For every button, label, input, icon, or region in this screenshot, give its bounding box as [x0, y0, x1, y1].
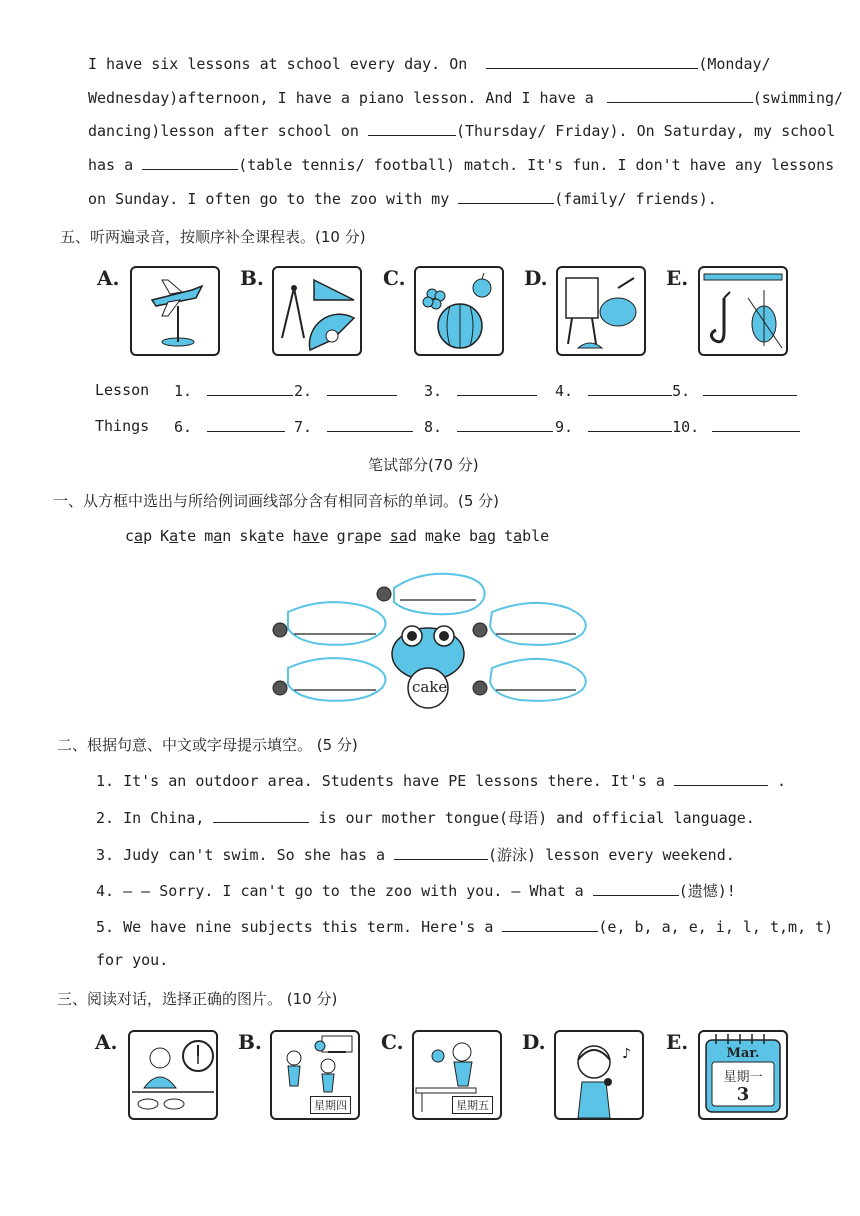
- picture-lunch-time[interactable]: [128, 1030, 218, 1120]
- picture-basketball-thursday[interactable]: [270, 1030, 360, 1120]
- things-cell: 6.: [174, 417, 285, 436]
- example-word: cake: [412, 678, 448, 696]
- answer-blank[interactable]: [207, 381, 293, 396]
- passage-line-5: on Sunday. I often go to the zoo with my (family/ friends).: [88, 190, 717, 208]
- blank-4[interactable]: [142, 155, 238, 170]
- svg-text:♪: ♪: [622, 1046, 631, 1062]
- answer-blank[interactable]: [703, 381, 797, 396]
- picture-instruments[interactable]: [698, 266, 788, 356]
- word-option: Kate: [160, 527, 197, 545]
- answer-blank[interactable]: [213, 808, 309, 823]
- calendar-weekday: 星期一: [723, 1070, 763, 1085]
- blank-3[interactable]: [368, 121, 456, 136]
- calendar-month: Mar.: [726, 1046, 760, 1061]
- sentence-4: 4. — — Sorry. I can't go to the zoo with you. — What a (遗憾)!: [96, 882, 736, 900]
- option-letter: C.: [383, 266, 406, 290]
- passage-line-2: Wednesday)afternoon, I have a piano lesson. And I have a (swimming/: [88, 89, 844, 107]
- picture-calendar[interactable]: [698, 1030, 788, 1120]
- picture-model-plane[interactable]: [130, 266, 220, 356]
- word-option: have: [292, 527, 329, 545]
- things-cell: 7.: [294, 417, 413, 436]
- picture-fruits[interactable]: [414, 266, 504, 356]
- painting-icon: [558, 268, 644, 354]
- plane-icon: [132, 268, 218, 354]
- clock-meal-icon: [130, 1032, 216, 1118]
- question-2-title: 二、根据句意、中文或字母提示填空。 (5 分): [57, 736, 358, 754]
- option-letter: A.: [95, 1030, 118, 1054]
- answer-blank[interactable]: [588, 381, 672, 396]
- sentence-5: 5. We have nine subjects this term. Here's a (e, b, a, e, i, l, t,m, t): [96, 918, 834, 936]
- answer-blank[interactable]: [588, 417, 672, 432]
- blank-1[interactable]: [486, 54, 698, 69]
- calendar-day: 3: [736, 1084, 750, 1105]
- phonics-diagram: [264, 572, 594, 714]
- sentence-1: 1. It's an outdoor area. Students have PE lessons there. It's a .: [96, 772, 787, 790]
- blank-5[interactable]: [458, 189, 554, 204]
- option-letter: E.: [666, 266, 689, 290]
- answer-blank[interactable]: [712, 417, 800, 432]
- answer-blank[interactable]: [327, 381, 397, 396]
- answer-blank[interactable]: [207, 417, 285, 432]
- option-letter: B.: [238, 1030, 262, 1054]
- lesson-cell: 4. 5.: [555, 381, 797, 400]
- lesson-row-label: Lesson: [95, 381, 150, 399]
- things-row-label: Things: [95, 417, 150, 435]
- passage-line-1: I have six lessons at school every day. On (Monday/: [88, 55, 771, 73]
- word-box: [125, 527, 557, 545]
- option-letter: B.: [240, 266, 264, 290]
- picture-table-tennis-friday[interactable]: [412, 1030, 502, 1120]
- picture-art-tools[interactable]: [556, 266, 646, 356]
- answer-blank[interactable]: [674, 771, 768, 786]
- written-part-title: 笔试部分(70 分): [368, 456, 479, 474]
- passage-line-4: has a (table tennis/ football) match. It's fun. I don't have any lessons: [88, 156, 835, 174]
- answer-blank[interactable]: [457, 381, 537, 396]
- answer-blank[interactable]: [394, 845, 488, 860]
- word-option: make: [424, 527, 461, 545]
- music-instruments-icon: [700, 268, 786, 354]
- option-letter: E.: [666, 1030, 689, 1054]
- word-option: table: [504, 527, 550, 545]
- section-title: 五、听两遍录音，按顺序补全课程表。(10 分): [60, 228, 366, 246]
- word-option: grape: [336, 527, 382, 545]
- sentence-2: 2. In China, is our mother tongue(母语) and official language.: [96, 809, 755, 827]
- things-cell: 9. 10.: [555, 417, 800, 436]
- picture-singing[interactable]: [554, 1030, 644, 1120]
- weekday-tag: 星期四: [310, 1096, 351, 1114]
- option-letter: A.: [97, 266, 120, 290]
- question-3-title: 三、阅读对话，选择正确的图片。 (10 分): [57, 990, 338, 1008]
- answer-blank[interactable]: [327, 417, 413, 432]
- sentence-3: 3. Judy can't swim. So she has a (游泳) lesson every weekend.: [96, 846, 735, 864]
- things-cell: 8.: [424, 417, 553, 436]
- option-letter: D.: [524, 266, 548, 290]
- word-option: cap: [125, 527, 153, 545]
- geometry-tools-icon: [274, 268, 360, 354]
- word-option: sad: [389, 527, 417, 545]
- question-1-title: 一、从方框中选出与所给例词画线部分含有相同音标的单词。(5 分): [53, 492, 500, 510]
- sentence-5-end: for you.: [96, 951, 169, 969]
- word-option: bag: [468, 527, 497, 545]
- option-letter: C.: [381, 1030, 404, 1054]
- option-letter: D.: [522, 1030, 546, 1054]
- picture-math-tools[interactable]: [272, 266, 362, 356]
- word-option: man: [204, 527, 232, 545]
- lesson-row: 1.: [174, 381, 293, 400]
- answer-blank[interactable]: [457, 417, 553, 432]
- answer-blank[interactable]: [593, 881, 679, 896]
- word-option: skate: [239, 527, 285, 545]
- singing-girl-icon: [556, 1032, 642, 1118]
- lesson-cell: 2.: [294, 381, 397, 400]
- weekday-tag: 星期五: [452, 1096, 493, 1114]
- lesson-cell: 3.: [424, 381, 537, 400]
- blank-2[interactable]: [607, 88, 753, 103]
- answer-blank[interactable]: [502, 917, 598, 932]
- fruit-icon: [416, 268, 502, 354]
- passage-line-3: dancing)lesson after school on (Thursday/ Friday). On Saturday, my school: [88, 122, 836, 140]
